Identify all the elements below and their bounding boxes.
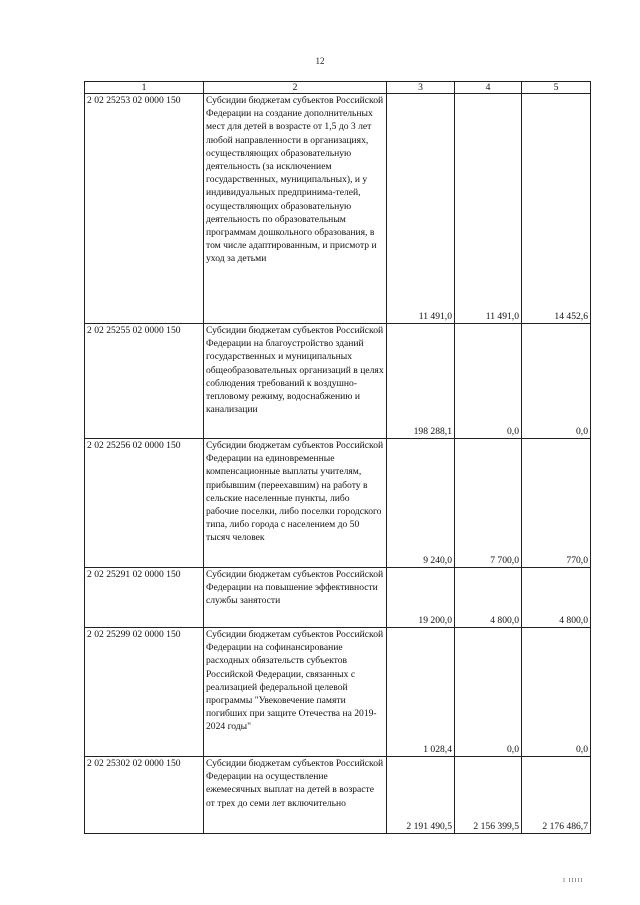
value-cell: 19 200,0 bbox=[387, 568, 455, 628]
value-cell: 0,0 bbox=[455, 324, 522, 439]
column-header: 4 bbox=[455, 82, 522, 94]
column-header: 2 bbox=[204, 82, 387, 94]
value-cell: 4 800,0 bbox=[455, 568, 522, 628]
description-cell: Субсидии бюджетам субъектов Российской Федерации на софинансирование расходных обязательств субъектов Российской Федерации, связанных с реализацией федеральной целевой программы "Увековечение памяти погибших при защите Отечества на 2019-2024 годы" bbox=[204, 628, 387, 757]
description-cell: Субсидии бюджетам субъектов Российской Федерации на единовременные компенсационные выплаты учителям, прибывшим (переехавшим) на работу в сельские населенные пункты, либо рабочие поселки, либо поселки городского типа, либо города с населением до 50 тысяч человек bbox=[204, 439, 387, 568]
value-cell: 0,0 bbox=[522, 324, 591, 439]
table-row bbox=[85, 439, 591, 568]
value-cell: 7 700,0 bbox=[455, 439, 522, 568]
value-cell: 11 491,0 bbox=[455, 94, 522, 324]
budget-code-cell: 2 02 25253 02 0000 150 bbox=[85, 94, 204, 324]
budget-code-cell: 2 02 25255 02 0000 150 bbox=[85, 324, 204, 439]
table-row bbox=[85, 568, 591, 628]
value-cell: 2 191 490,5 bbox=[387, 757, 455, 834]
table-row bbox=[85, 628, 591, 757]
value-cell: 770,0 bbox=[522, 439, 591, 568]
value-cell: 198 288,1 bbox=[387, 324, 455, 439]
column-header: 5 bbox=[522, 82, 591, 94]
value-cell: 0,0 bbox=[455, 628, 522, 757]
budget-code-cell: 2 02 25256 02 0000 150 bbox=[85, 439, 204, 568]
description-cell: Субсидии бюджетам субъектов Российской Федерации на создание дополнительных мест для детей в возрасте от 1,5 до 3 лет любой направленности в организациях, осуществляющих образовательную деятельность (за исключением государственных, муниципальных), и у индивидуальных предпринима-телей, осуществляющих образовательную деятельность по образовательным программам дошкольного образования, в том числе адаптированным, и присмотр и уход за детьми bbox=[204, 94, 387, 324]
value-cell: 2 176 486,7 bbox=[522, 757, 591, 834]
value-cell: 4 800,0 bbox=[522, 568, 591, 628]
budget-code-cell: 2 02 25302 02 0000 150 bbox=[85, 757, 204, 834]
description-cell: Субсидии бюджетам субъектов Российской Федерации на благоустройство зданий государственных и муниципальных общеобразовательных организаций в целях соблюдения требований к воздушно-тепловому режиму, водоснабжению и канализации bbox=[204, 324, 387, 439]
description-cell: Субсидии бюджетам субъектов Российской Федерации на осуществление ежемесячных выплат на детей в возрасте от трех до семи лет включительно bbox=[204, 757, 387, 834]
value-cell: 11 491,0 bbox=[387, 94, 455, 324]
table-header-row bbox=[85, 82, 591, 94]
value-cell: 9 240,0 bbox=[387, 439, 455, 568]
budget-table bbox=[84, 81, 591, 834]
value-cell: 14 452,6 bbox=[522, 94, 591, 324]
description-cell: Субсидии бюджетам субъектов Российской Федерации на повышение эффективности службы занятости bbox=[204, 568, 387, 628]
budget-code-cell: 2 02 25299 02 0000 150 bbox=[85, 628, 204, 757]
table-row bbox=[85, 324, 591, 439]
value-cell: 2 156 399,5 bbox=[455, 757, 522, 834]
table-row bbox=[85, 94, 591, 324]
barcode-mark: I IIIII bbox=[563, 878, 584, 884]
value-cell: 1 028,4 bbox=[387, 628, 455, 757]
column-header: 3 bbox=[387, 82, 455, 94]
budget-code-cell: 2 02 25291 02 0000 150 bbox=[85, 568, 204, 628]
column-header: 1 bbox=[85, 82, 204, 94]
page-number: 12 bbox=[315, 56, 325, 66]
table-row bbox=[85, 757, 591, 834]
value-cell: 0,0 bbox=[522, 628, 591, 757]
